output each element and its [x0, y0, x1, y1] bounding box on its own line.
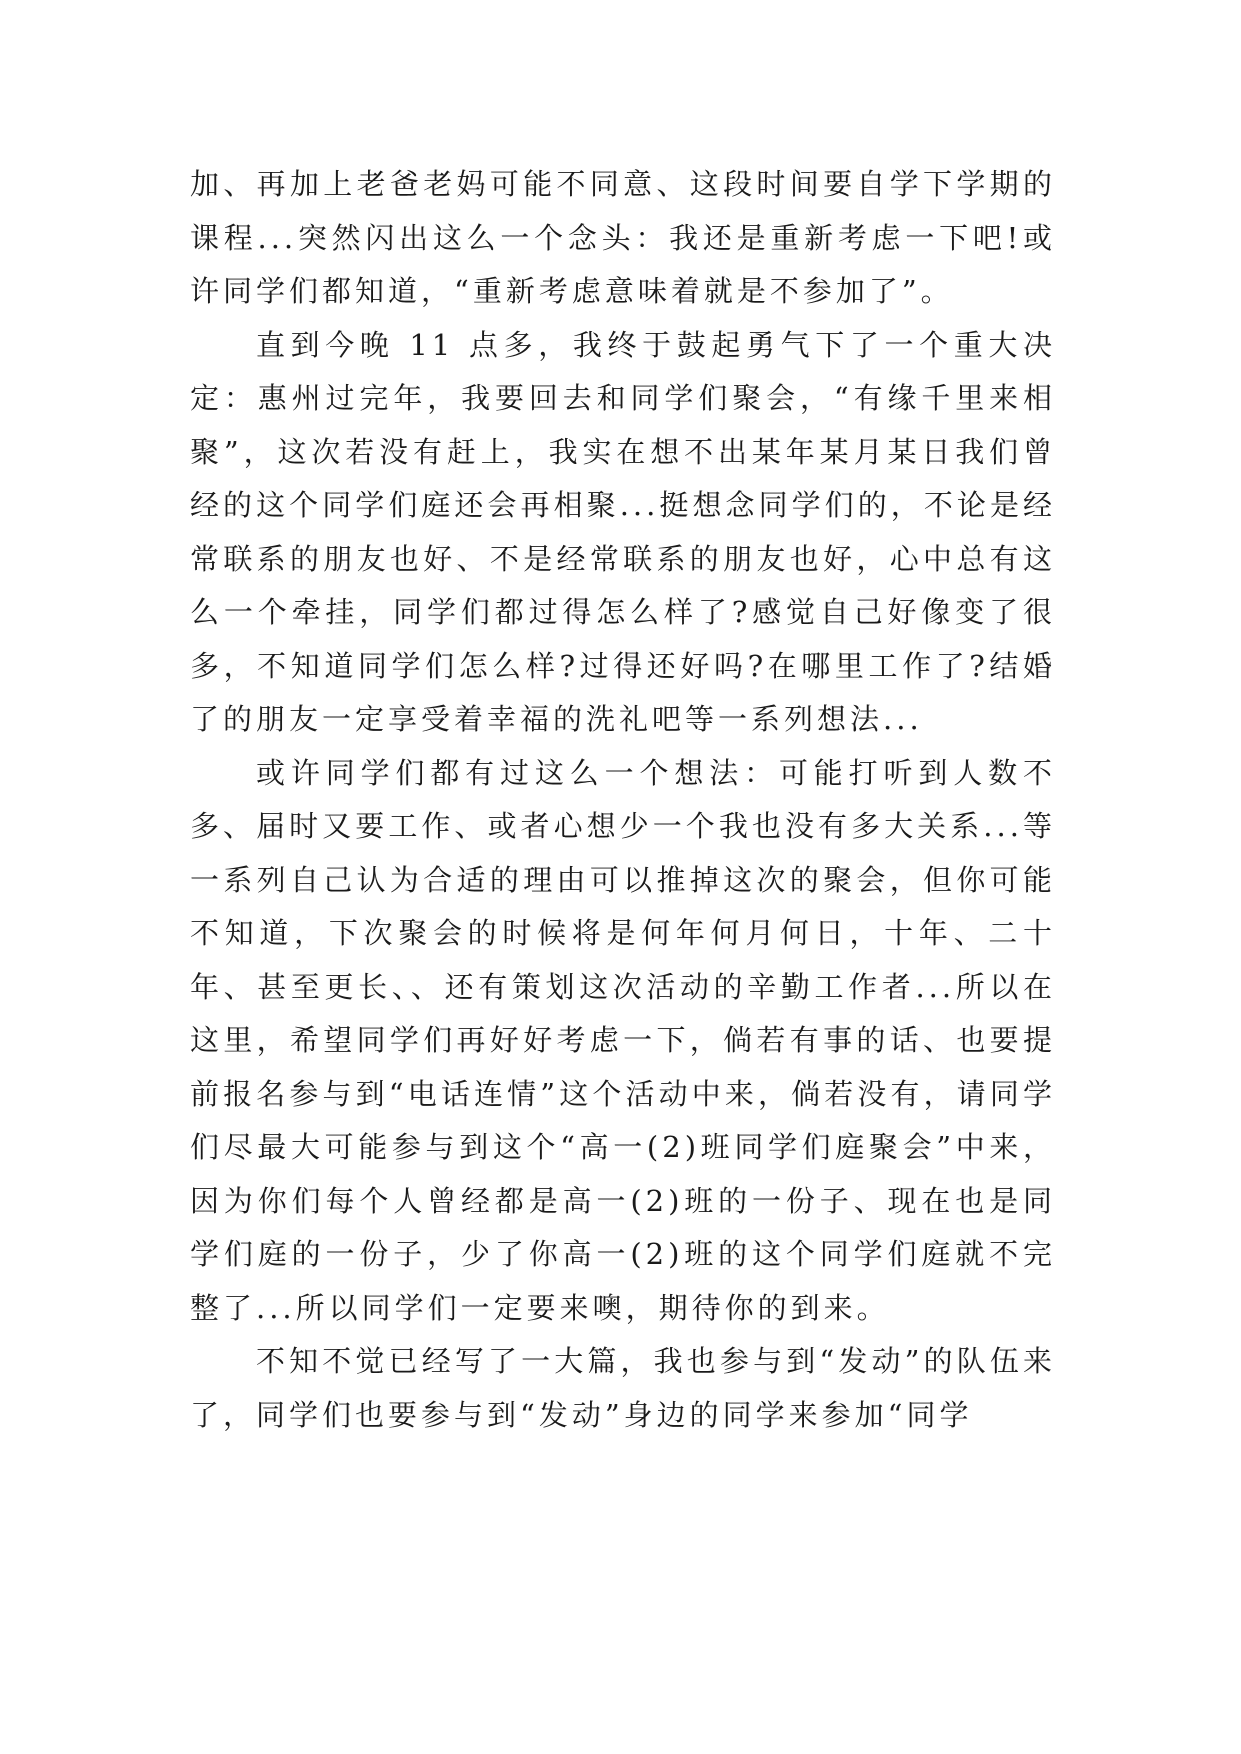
paragraph-4: 不知不觉已经写了一大篇，我也参与到“发动”的队伍来了，同学们也要参与到“发动”身边的同学来参加“同学: [190, 1344, 1056, 1432]
paragraph-1: 加、再加上老爸老妈可能不同意、这段时间要自学下学期的课程...突然闪出这么一个念头：我还是重新考虑一下吧!或许同学们都知道，“重新考虑意味着就是不参加了”。: [190, 167, 1056, 308]
document-body: [190, 158, 1056, 1442]
paragraph-2: 直到今晚 11 点多，我终于鼓起勇气下了一个重大决定：惠州过完年，我要回去和同学们聚会，“有缘千里来相聚”，这次若没有赶上，我实在想不出某年某月某日我们曾经的这个同学们庭还会再相聚...挺想念同学们的，不论是经常联系的朋友也好、不是经常联系的朋友也好，心中总有这么一个牵挂，同学们都过得怎么样了?感觉自己好像变了很多，不知道同学们怎么样?过得还好吗?在哪里工作了?结婚了的朋友一定享受着幸福的洗礼吧等一系列想法...: [190, 327, 1056, 736]
paragraph-3: 或许同学们都有过这么一个想法：可能打听到人数不多、届时又要工作、或者心想少一个我也没有多大关系...等一系列自己认为合适的理由可以推掉这次的聚会，但你可能不知道，下次聚会的时候将是何年何月何日，十年、二十年、甚至更长、、还有策划这次活动的辛勤工作者...所以在这里，希望同学们再好好考虑一下，倘若有事的话、也要提前报名参与到“电话连情”这个活动中来，倘若没有，请同学们尽最大可能参与到这个“高一(2)班同学们庭聚会”中来，因为你们每个人曾经都是高一(2)班的一份子、现在也是同学们庭的一份子，少了你高一(2)班的这个同学们庭就不完整了...所以同学们一定要来噢，期待你的到来。: [190, 755, 1056, 1325]
